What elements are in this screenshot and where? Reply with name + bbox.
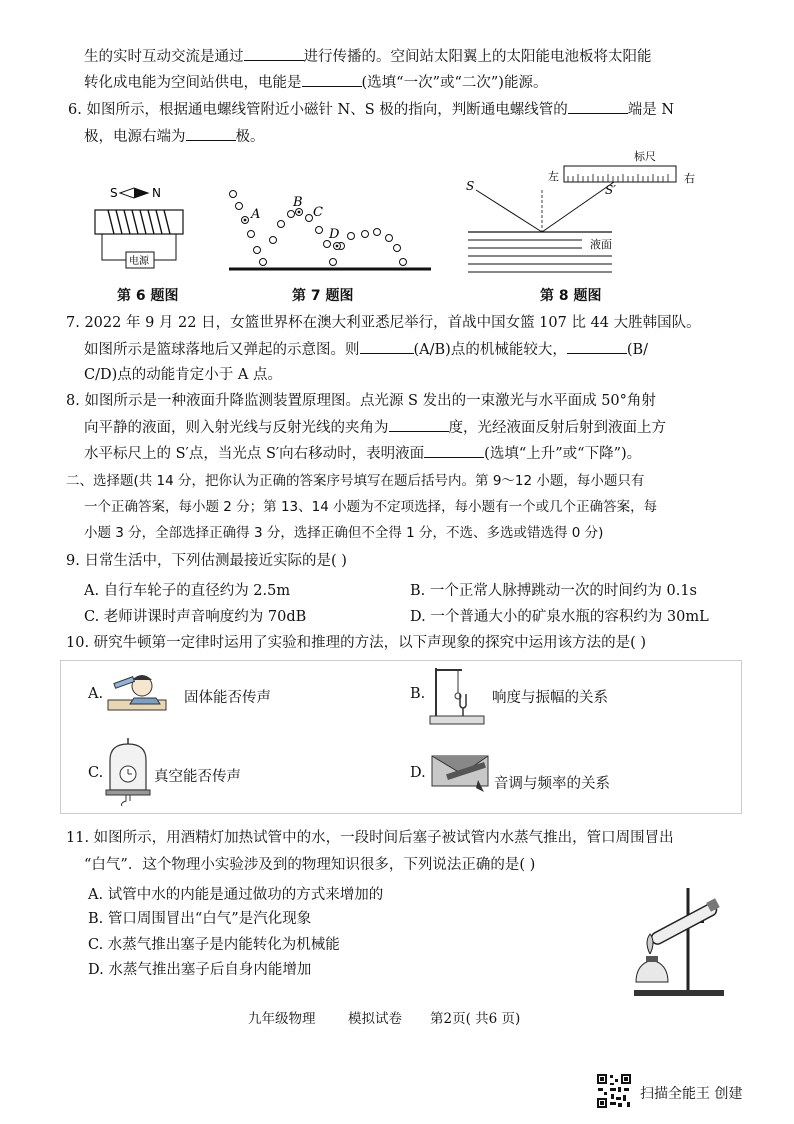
text-fragment: 向平静的液面，则入射光线与反射光线的夹角为: [84, 420, 389, 436]
text-line: [84, 72, 547, 93]
text-fragment: 如图所示是篮球落地后又弹起的示意图。则: [84, 342, 360, 358]
question-11: 11. 如图所示，用酒精灯加热试管中的水，一段时间后塞子被试管内水蒸气推出，管口周围冒出: [66, 830, 674, 846]
footer-subject: 九年级物理: [248, 1011, 316, 1027]
figure-8-caption: 第 8 题图: [540, 288, 602, 304]
figure-7-caption: 第 7 题图: [292, 288, 354, 304]
answer-blank[interactable]: [302, 72, 362, 87]
text-line: [84, 417, 666, 438]
section-2-header: 二、选择题(共 14 分，把你认为正确的答案序号填写在题后括号内。第 9～12 小题，每小题只有: [66, 473, 645, 489]
question-9: 9. 日常生活中，下列估测最接近实际的是( ): [66, 553, 347, 569]
footer-exam: 模拟试卷: [348, 1011, 402, 1027]
text-fragment: 极，电源右端为: [84, 129, 186, 145]
point-a-label: A: [251, 207, 261, 222]
q10-option-d-letter[interactable]: D.: [410, 765, 426, 781]
q11-option-a[interactable]: A. 试管中水的内能是通过做功的方式来增加的: [88, 887, 384, 903]
answer-blank[interactable]: [389, 417, 449, 432]
text-fragment: (B/: [626, 342, 649, 358]
text-fragment: 端是 N: [627, 102, 675, 118]
source-s-label: S: [466, 179, 475, 193]
alcohol-lamp-test-tube-icon: [624, 882, 734, 1002]
footer-page-number: 第2页( 共6 页): [430, 1011, 521, 1027]
q10-option-a-letter[interactable]: A.: [88, 686, 104, 702]
question-7: 7. 2022 年 9 月 22 日，女篮世界杯在澳大利亚悉尼举行，首战中国女篮 107 比 44 大胜韩国队。: [66, 315, 701, 331]
q11-option-c[interactable]: C. 水蒸气推出塞子是内能转化为机械能: [88, 937, 340, 953]
text-fragment: 极。: [235, 129, 265, 145]
ruler: [564, 166, 676, 182]
scanner-watermark-text: 扫描全能王 创建: [640, 1086, 743, 1102]
text-fragment: (选填“一次”或“二次”)能源。: [361, 75, 548, 91]
liquid-level-figure: [462, 150, 702, 280]
q9-option-c[interactable]: C. 老师讲课时声音响度约为 70dB: [84, 609, 307, 625]
text-fragment: 进行传播的。空间站太阳翼上的太阳能电池板将太阳能: [303, 49, 652, 65]
text-fragment: (选填“上升”或“下降”)。: [484, 446, 642, 462]
text-fragment: (A/B)点的机械能较大，: [413, 342, 567, 358]
qr-code-icon: [596, 1073, 632, 1109]
text-fragment: 水平标尺上的 S′点，当光点 S′向右移动时，表明液面: [84, 446, 425, 462]
liquid-label: 液面: [590, 238, 612, 251]
text-fragment: 转化成电能为空间站供电，电能是: [84, 75, 302, 91]
answer-blank[interactable]: [244, 46, 304, 61]
text-line: [84, 46, 652, 67]
power-label: 电源: [129, 256, 149, 267]
q10-option-b-letter[interactable]: B.: [410, 686, 426, 702]
ruler-on-table-icon: [430, 750, 490, 796]
ruler-label: 标尺: [634, 150, 656, 163]
text-fragment: 度，光经液面反射后射到液面上方: [448, 420, 666, 436]
text-line: C/D)点的动能肯定小于 A 点。: [84, 367, 282, 383]
text-fragment: 6. 如图所示，根据通电螺线管附近小磁针 N、S 极的指向，判断通电螺线管的: [68, 102, 568, 118]
section-2-header: 一个正确答案，每小题 2 分；第 13、14 小题为不定项选择，每小题有一个或几个正确答案，每: [84, 499, 658, 515]
right-label: 右: [684, 172, 695, 185]
q9-option-b[interactable]: B. 一个正常人脉搏跳动一次的时间约为 0.1s: [410, 583, 697, 599]
compass-n-label: N: [152, 186, 161, 200]
compass-s-label: S: [110, 186, 118, 200]
text-fragment: 生的实时互动交流是通过: [84, 49, 244, 65]
q11-option-b[interactable]: B. 管口周围冒出“白气”是汽化现象: [88, 911, 312, 927]
spot-s-prime-label: S′: [605, 183, 616, 197]
section-2-header: 小题 3 分，全部选择正确得 3 分，选择正确但不全得 1 分，不选、多选或错选得 0 分): [84, 525, 604, 541]
tuning-fork-pendulum-icon: [428, 664, 486, 726]
question-8: 8. 如图所示是一种液面升降监测装置原理图。点光源 S 发出的一束激光与水平面成 50°角射: [66, 393, 656, 409]
text-line: [84, 126, 265, 147]
left-label: 左: [548, 170, 559, 183]
bell-jar-icon: [104, 736, 152, 806]
answer-blank[interactable]: [568, 99, 628, 114]
ear-on-table-icon: [104, 668, 176, 718]
q10-option-a-text[interactable]: 固体能否传声: [184, 690, 271, 706]
q10-option-c-letter[interactable]: C.: [88, 765, 104, 781]
q10-option-b-text[interactable]: 响度与振幅的关系: [492, 690, 608, 706]
text-line: “白气”．这个物理小实验涉及到的物理知识很多，下列说法正确的是( ): [84, 857, 536, 873]
answer-blank[interactable]: [424, 443, 484, 458]
answer-blank[interactable]: [567, 339, 627, 354]
q9-option-d[interactable]: D. 一个普通大小的矿泉水瓶的容积约为 30mL: [410, 609, 709, 625]
q9-option-a[interactable]: A. 自行车轮子的直径约为 2.5m: [84, 583, 291, 599]
q10-option-d-text[interactable]: 音调与频率的关系: [494, 776, 610, 792]
point-d-label: D: [329, 227, 340, 242]
question-10: 10. 研究牛顿第一定律时运用了实验和推理的方法，以下声现象的探究中运用该方法的是( ): [66, 635, 647, 651]
text-line: [84, 443, 641, 464]
point-b-label: B: [293, 195, 303, 210]
q11-option-d[interactable]: D. 水蒸气推出塞子后自身内能增加: [88, 962, 312, 978]
q10-option-c-text[interactable]: 真空能否传声: [154, 769, 241, 785]
solenoid-figure: [90, 180, 190, 275]
text-line: [84, 339, 648, 360]
answer-blank[interactable]: [186, 126, 236, 141]
figure-6-caption: 第 6 题图: [117, 288, 179, 304]
basketball-figure: [225, 188, 435, 273]
question-6: [68, 99, 674, 120]
answer-blank[interactable]: [360, 339, 414, 354]
point-c-label: C: [313, 205, 323, 220]
